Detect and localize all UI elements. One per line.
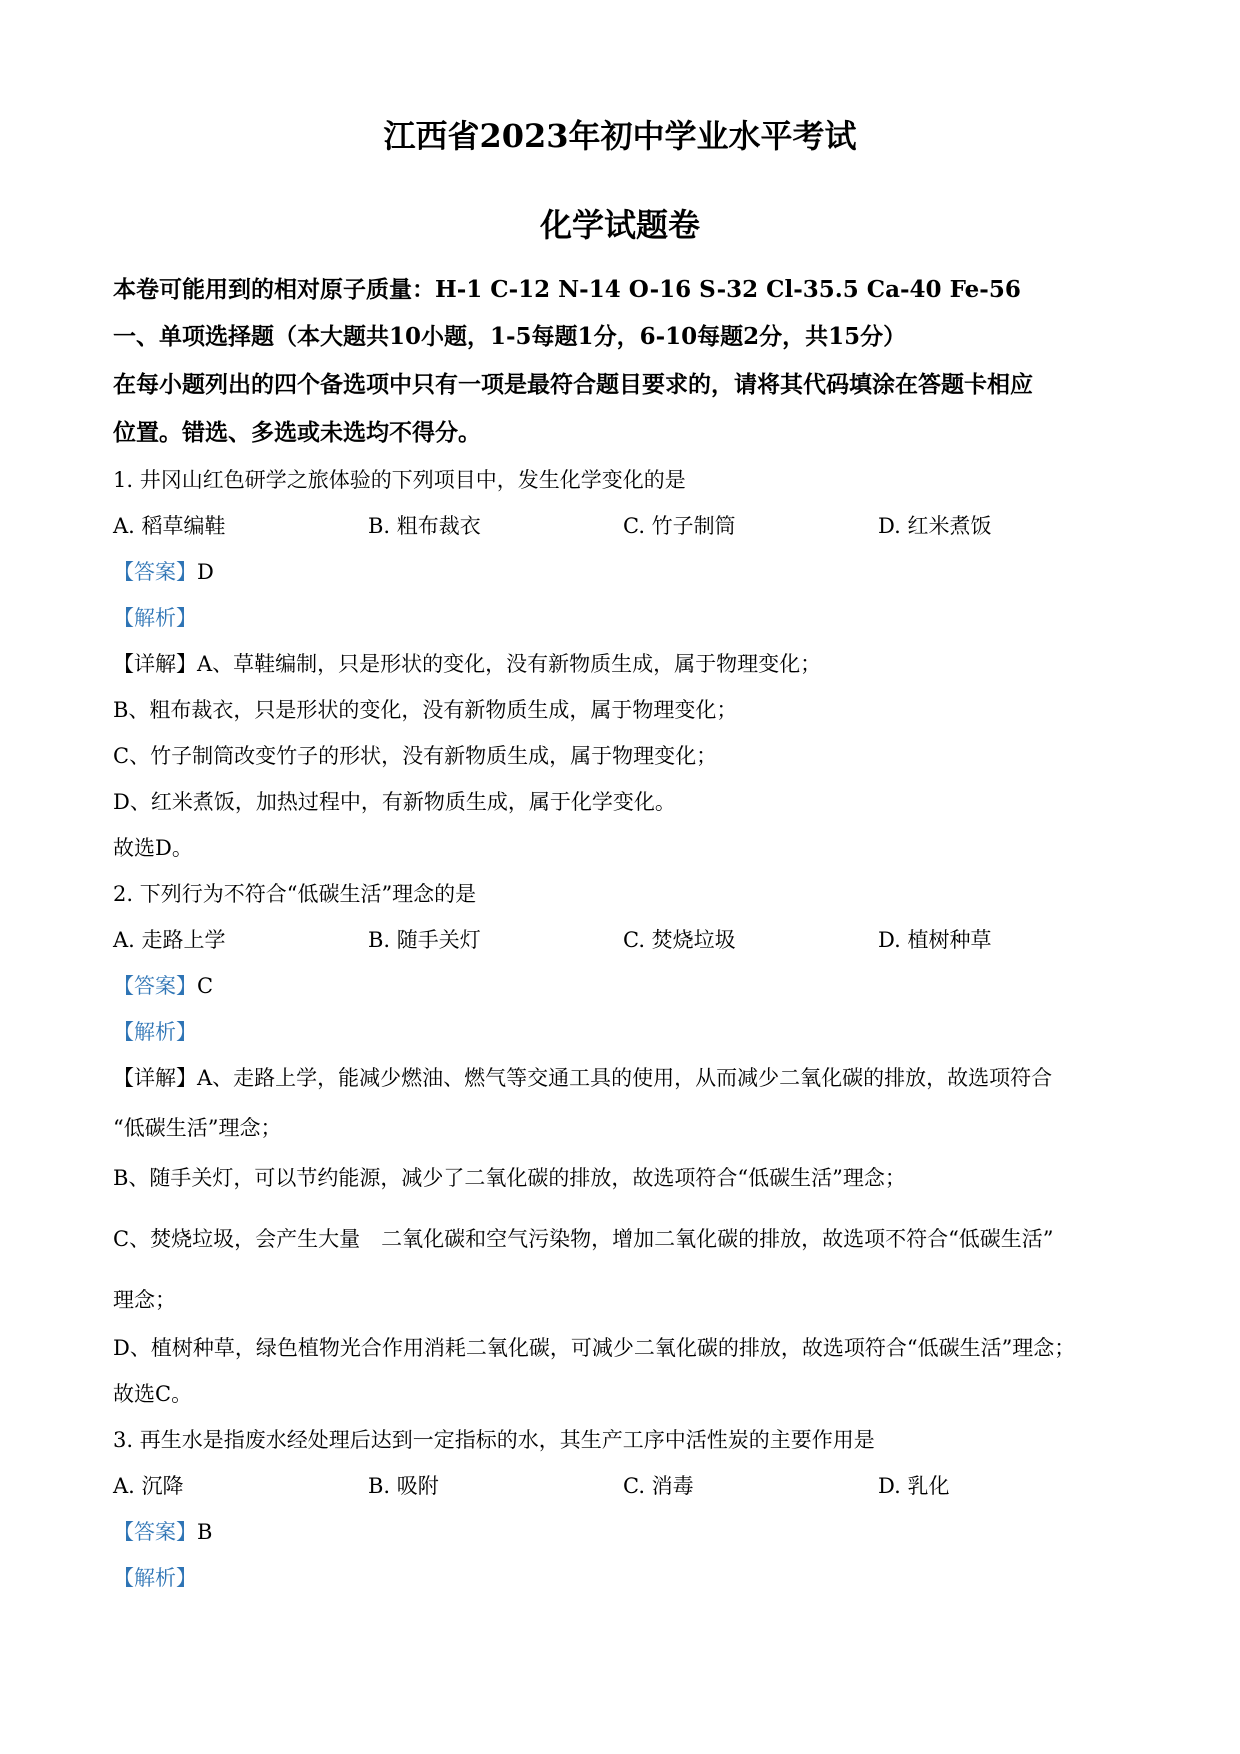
option-a: A. 走路上学 — [113, 928, 226, 952]
detail-text: A、草鞋编制，只是形状的变化，没有新物质生成，属于物理变化； — [197, 652, 822, 676]
question-3-answer — [113, 1517, 1133, 1547]
option-b: B. 随手关灯 — [368, 928, 481, 952]
instructions-line-1: 在每小题列出的四个备选项中只有一项是最符合题目要求的，请将其代码填涂在答题卡相应 — [113, 371, 1033, 398]
question-1-answer — [113, 557, 1133, 587]
option-c: C. 竹子制筒 — [623, 514, 736, 538]
question-2-detail-2: “低碳生活”理念； — [113, 1116, 282, 1140]
question-2-stem: 2. 下列行为不符合“低碳生活”理念的是 — [113, 882, 477, 906]
answer-label: 【答案】 — [113, 560, 197, 584]
option-a: A. 沉降 — [113, 1474, 184, 1498]
question-3-stem: 3. 再生水是指废水经处理后达到一定指标的水，其生产工序中活性炭的主要作用是 — [113, 1428, 875, 1452]
detail-label: 【详解】 — [113, 652, 197, 676]
detail-label: 【详解】 — [113, 1066, 197, 1090]
option-b: B. 吸附 — [368, 1474, 439, 1498]
question-2-analysis-label: 【解析】 — [113, 1020, 197, 1044]
question-2-detail-1 — [113, 1063, 1133, 1093]
question-2-answer — [113, 971, 1133, 1001]
question-1-detail-5: 故选D。 — [113, 836, 193, 860]
answer-value: B — [197, 1520, 213, 1544]
instructions-line-2: 位置。错选、多选或未选均不得分。 — [113, 419, 481, 446]
page-subtitle: 化学试题卷 — [539, 206, 700, 244]
answer-label: 【答案】 — [113, 974, 197, 998]
option-c: C. 焚烧垃圾 — [623, 928, 736, 952]
option-d: D. 植树种草 — [878, 928, 992, 952]
answer-value: D — [197, 560, 214, 584]
question-2-detail-3: B、随手关灯，可以节约能源，减少了二氧化碳的排放，故选项符合“低碳生活”理念； — [113, 1166, 906, 1190]
section-title: 一、单项选择题（本大题共10小题，1-5每题1分，6-10每题2分，共15分） — [113, 323, 907, 350]
question-1-detail-3: C、竹子制筒改变竹子的形状，没有新物质生成，属于物理变化； — [113, 744, 718, 768]
question-2-detail-6: D、植树种草，绿色植物光合作用消耗二氧化碳，可减少二氧化碳的排放，故选项符合“低碳生活”理念； — [113, 1336, 1076, 1360]
question-1-detail-2: B、粗布裁衣，只是形状的变化，没有新物质生成，属于物理变化； — [113, 698, 738, 722]
atomic-mass-note: 本卷可能用到的相对原子质量：H-1 C-12 N-14 O-16 S-32 Cl-35.5 Ca-40 Fe-56 — [113, 276, 1021, 303]
question-3-analysis-label: 【解析】 — [113, 1566, 197, 1590]
question-2-detail-7: 故选C。 — [113, 1382, 193, 1406]
option-b: B. 粗布裁衣 — [368, 514, 481, 538]
option-d: D. 乳化 — [878, 1474, 950, 1498]
detail-text: A、走路上学，能减少燃油、燃气等交通工具的使用，从而减少二氧化碳的排放，故选项符合 — [197, 1066, 1053, 1090]
option-d: D. 红米煮饭 — [878, 514, 992, 538]
question-1-detail-1 — [113, 649, 1133, 679]
question-1-detail-4: D、红米煮饭，加热过程中，有新物质生成，属于化学变化。 — [113, 790, 676, 814]
question-1-stem: 1. 井冈山红色研学之旅体验的下列项目中，发生化学变化的是 — [113, 468, 686, 492]
question-2-detail-5: 理念； — [113, 1288, 176, 1312]
question-1-analysis-label: 【解析】 — [113, 606, 197, 630]
option-a: A. 稻草编鞋 — [113, 514, 226, 538]
answer-label: 【答案】 — [113, 1520, 197, 1544]
question-2-detail-4: C、焚烧垃圾，会产生大量 二氧化碳和空气污染物，增加二氧化碳的排放，故选项不符合“低碳生活” — [113, 1227, 1054, 1251]
option-c: C. 消毒 — [623, 1474, 694, 1498]
answer-value: C — [197, 974, 214, 998]
page-title: 江西省2023年初中学业水平考试 — [383, 117, 857, 155]
